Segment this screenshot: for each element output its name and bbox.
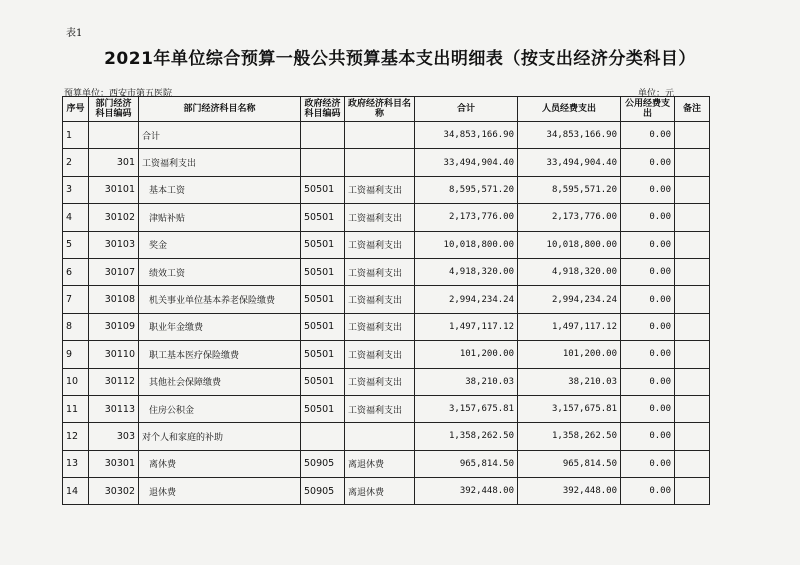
cell-gov-name: 离退休费: [345, 478, 415, 505]
cell-note: [675, 149, 710, 176]
cell-dept-name: 其他社会保障缴费: [139, 368, 301, 395]
cell-note: [675, 395, 710, 422]
cell-personnel: 1,358,262.50: [518, 423, 621, 450]
cell-seq: 9: [63, 341, 89, 368]
cell-personnel: 10,018,800.00: [518, 231, 621, 258]
cell-gov-name: [345, 149, 415, 176]
cell-gov-code: 50501: [301, 395, 345, 422]
cell-seq: 12: [63, 423, 89, 450]
cell-total: 4,918,320.00: [415, 258, 518, 285]
cell-gov-name: 离退休费: [345, 450, 415, 477]
budget-unit-label: 预算单位：西安市第五医院: [64, 89, 173, 99]
table-row: [63, 368, 710, 395]
cell-gov-code: 50905: [301, 450, 345, 477]
cell-gov-name: [345, 423, 415, 450]
cell-dept-name: 工资福利支出: [139, 149, 301, 176]
cell-dept-name: 住房公积金: [139, 395, 301, 422]
cell-note: [675, 423, 710, 450]
cell-seq: 3: [63, 176, 89, 203]
cell-seq: 4: [63, 204, 89, 231]
cell-total: 34,853,166.90: [415, 122, 518, 149]
header-public: 公用经费支出: [621, 97, 675, 122]
cell-dept-code: 30301: [89, 450, 139, 477]
header-personnel: 人员经费支出: [518, 97, 621, 122]
cell-dept-code: 30107: [89, 258, 139, 285]
cell-personnel: 33,494,904.40: [518, 149, 621, 176]
cell-seq: 1: [63, 122, 89, 149]
cell-personnel: 2,994,234.24: [518, 286, 621, 313]
header-note: 备注: [675, 97, 710, 122]
cell-dept-code: 30110: [89, 341, 139, 368]
cell-seq: 7: [63, 286, 89, 313]
cell-gov-code: [301, 122, 345, 149]
cell-gov-code: 50501: [301, 313, 345, 340]
table-row: [63, 313, 710, 340]
cell-total: 1,358,262.50: [415, 423, 518, 450]
cell-dept-name: 基本工资: [139, 176, 301, 203]
table-row: [63, 176, 710, 203]
cell-gov-code: 50501: [301, 258, 345, 285]
cell-public: 0.00: [621, 258, 675, 285]
cell-seq: 10: [63, 368, 89, 395]
cell-dept-name: 职业年金缴费: [139, 313, 301, 340]
cell-public: 0.00: [621, 286, 675, 313]
cell-gov-code: 50501: [301, 176, 345, 203]
cell-total: 101,200.00: [415, 341, 518, 368]
cell-note: [675, 258, 710, 285]
cell-total: 2,994,234.24: [415, 286, 518, 313]
cell-gov-name: 工资福利支出: [345, 286, 415, 313]
cell-seq: 13: [63, 450, 89, 477]
table-row: [63, 478, 710, 505]
cell-dept-code: 30109: [89, 313, 139, 340]
cell-gov-name: 工资福利支出: [345, 341, 415, 368]
cell-total: 38,210.03: [415, 368, 518, 395]
cell-gov-name: 工资福利支出: [345, 258, 415, 285]
cell-dept-name: 职工基本医疗保险缴费: [139, 341, 301, 368]
cell-total: 10,018,800.00: [415, 231, 518, 258]
cell-gov-code: 50501: [301, 204, 345, 231]
cell-gov-name: 工资福利支出: [345, 395, 415, 422]
header-dept-code: 部门经济科目编码: [89, 97, 139, 122]
cell-gov-code: 50905: [301, 478, 345, 505]
cell-public: 0.00: [621, 204, 675, 231]
cell-gov-name: 工资福利支出: [345, 231, 415, 258]
budget-table: [62, 96, 710, 505]
header-total: 合计: [415, 97, 518, 122]
cell-public: 0.00: [621, 341, 675, 368]
cell-total: 8,595,571.20: [415, 176, 518, 203]
cell-public: 0.00: [621, 122, 675, 149]
cell-seq: 11: [63, 395, 89, 422]
cell-dept-name: 离休费: [139, 450, 301, 477]
cell-dept-code: 30302: [89, 478, 139, 505]
cell-gov-name: 工资福利支出: [345, 204, 415, 231]
cell-gov-code: [301, 149, 345, 176]
table-row: [63, 286, 710, 313]
cell-gov-code: 50501: [301, 286, 345, 313]
cell-gov-code: 50501: [301, 341, 345, 368]
table-header-row: [63, 97, 710, 122]
cell-personnel: 1,497,117.12: [518, 313, 621, 340]
cell-personnel: 392,448.00: [518, 478, 621, 505]
cell-note: [675, 478, 710, 505]
cell-dept-code: 30101: [89, 176, 139, 203]
cell-note: [675, 313, 710, 340]
header-seq: 序号: [63, 97, 89, 122]
cell-dept-code: 30112: [89, 368, 139, 395]
currency-unit-label: 单位：元: [638, 89, 675, 99]
cell-public: 0.00: [621, 423, 675, 450]
cell-gov-name: 工资福利支出: [345, 313, 415, 340]
cell-total: 392,448.00: [415, 478, 518, 505]
table-row: [63, 258, 710, 285]
cell-gov-code: [301, 423, 345, 450]
table-row: [63, 423, 710, 450]
cell-dept-code: 30108: [89, 286, 139, 313]
header-gov-name: 政府经济科目名称: [345, 97, 415, 122]
table-body: [63, 122, 710, 505]
cell-dept-code: 30113: [89, 395, 139, 422]
cell-dept-name: 绩效工资: [139, 258, 301, 285]
cell-dept-name: 奖金: [139, 231, 301, 258]
cell-personnel: 8,595,571.20: [518, 176, 621, 203]
cell-personnel: 34,853,166.90: [518, 122, 621, 149]
cell-dept-name: 合计: [139, 122, 301, 149]
header-dept-name: 部门经济科目名称: [139, 97, 301, 122]
table-row: [63, 450, 710, 477]
cell-note: [675, 122, 710, 149]
table-row: [63, 149, 710, 176]
cell-dept-code: 30102: [89, 204, 139, 231]
cell-note: [675, 231, 710, 258]
cell-total: 1,497,117.12: [415, 313, 518, 340]
cell-public: 0.00: [621, 176, 675, 203]
cell-total: 2,173,776.00: [415, 204, 518, 231]
cell-note: [675, 176, 710, 203]
cell-public: 0.00: [621, 478, 675, 505]
cell-note: [675, 204, 710, 231]
cell-public: 0.00: [621, 231, 675, 258]
cell-public: 0.00: [621, 450, 675, 477]
cell-public: 0.00: [621, 368, 675, 395]
cell-personnel: 4,918,320.00: [518, 258, 621, 285]
cell-gov-code: 50501: [301, 368, 345, 395]
cell-public: 0.00: [621, 313, 675, 340]
table-row: [63, 231, 710, 258]
cell-personnel: 2,173,776.00: [518, 204, 621, 231]
cell-note: [675, 286, 710, 313]
cell-gov-name: 工资福利支出: [345, 368, 415, 395]
cell-total: 3,157,675.81: [415, 395, 518, 422]
cell-public: 0.00: [621, 149, 675, 176]
cell-gov-code: 50501: [301, 231, 345, 258]
table-tag: 表1: [66, 28, 83, 39]
cell-dept-code: [89, 122, 139, 149]
cell-note: [675, 341, 710, 368]
cell-gov-name: 工资福利支出: [345, 176, 415, 203]
table-row: [63, 204, 710, 231]
cell-total: 965,814.50: [415, 450, 518, 477]
table-row: [63, 122, 710, 149]
cell-seq: 6: [63, 258, 89, 285]
cell-total: 33,494,904.40: [415, 149, 518, 176]
cell-public: 0.00: [621, 395, 675, 422]
cell-personnel: 101,200.00: [518, 341, 621, 368]
cell-dept-code: 30103: [89, 231, 139, 258]
cell-personnel: 965,814.50: [518, 450, 621, 477]
cell-seq: 14: [63, 478, 89, 505]
table-row: [63, 341, 710, 368]
cell-dept-code: 301: [89, 149, 139, 176]
cell-note: [675, 450, 710, 477]
cell-dept-name: 津贴补贴: [139, 204, 301, 231]
cell-dept-code: 303: [89, 423, 139, 450]
cell-seq: 5: [63, 231, 89, 258]
header-gov-code: 政府经济科目编码: [301, 97, 345, 122]
cell-personnel: 38,210.03: [518, 368, 621, 395]
page-title: 2021年单位综合预算一般公共预算基本支出明细表（按支出经济分类科目）: [104, 49, 696, 69]
cell-gov-name: [345, 122, 415, 149]
cell-seq: 2: [63, 149, 89, 176]
cell-seq: 8: [63, 313, 89, 340]
cell-note: [675, 368, 710, 395]
cell-personnel: 3,157,675.81: [518, 395, 621, 422]
cell-dept-name: 对个人和家庭的补助: [139, 423, 301, 450]
table-row: [63, 395, 710, 422]
cell-dept-name: 退休费: [139, 478, 301, 505]
cell-dept-name: 机关事业单位基本养老保险缴费: [139, 286, 301, 313]
